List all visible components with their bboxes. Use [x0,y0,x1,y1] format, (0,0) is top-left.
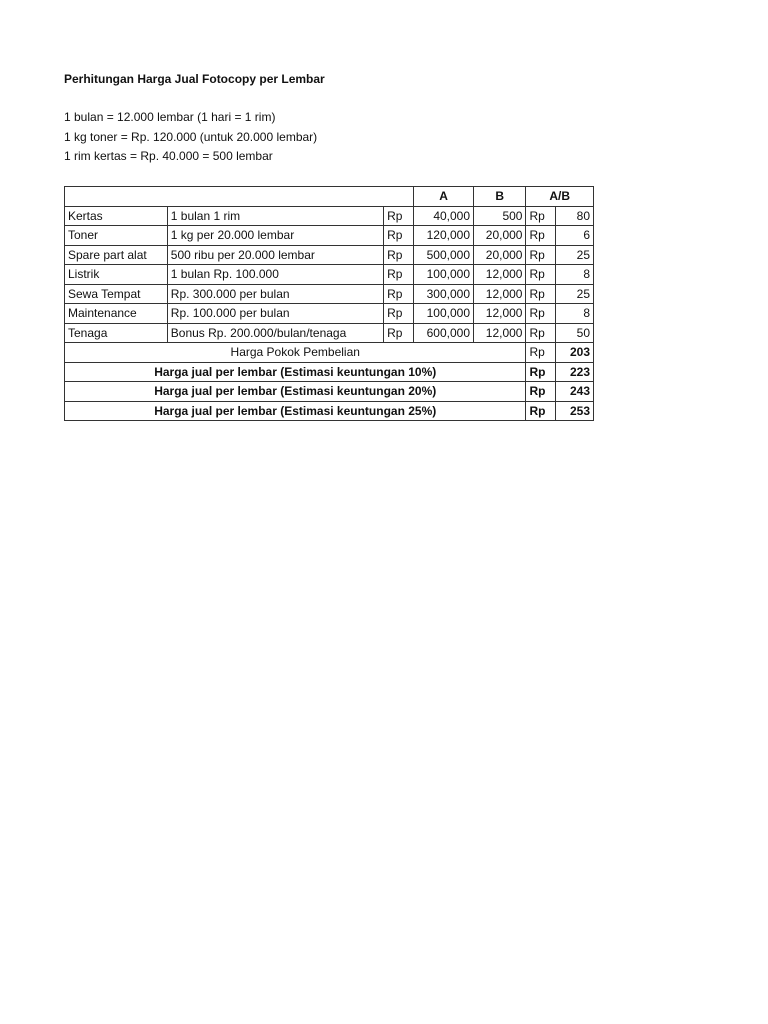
currency-label: Rp [526,245,556,265]
currency-label: Rp [384,226,414,246]
value-b: 12,000 [474,323,526,343]
cost-desc: 1 bulan Rp. 100.000 [167,265,383,285]
currency-label: Rp [384,206,414,226]
header-blank-cell [65,187,414,207]
value-a: 120,000 [414,226,474,246]
table-row [65,245,594,265]
value-ab: 25 [556,284,594,304]
cost-desc: 1 bulan 1 rim [167,206,383,226]
value-a: 40,000 [414,206,474,226]
currency-label: Rp [526,284,556,304]
currency-label: Rp [526,362,556,382]
table-row [65,206,594,226]
summary-row-price-25 [65,401,594,421]
value-b: 20,000 [474,226,526,246]
currency-label: Rp [526,304,556,324]
value-ab: 50 [556,323,594,343]
cost-desc: Bonus Rp. 200.000/bulan/tenaga [167,323,383,343]
value-b: 500 [474,206,526,226]
table-row [65,226,594,246]
currency-label: Rp [384,245,414,265]
value-a: 300,000 [414,284,474,304]
cost-name: Kertas [65,206,168,226]
value-ab: 25 [556,245,594,265]
cost-desc: Rp. 100.000 per bulan [167,304,383,324]
summary-value: 253 [556,401,594,421]
table-row [65,284,594,304]
table-row [65,304,594,324]
summary-label: Harga jual per lembar (Estimasi keuntungan 10%) [65,362,526,382]
cost-name: Listrik [65,265,168,285]
cost-name: Spare part alat [65,245,168,265]
header-b: B [474,187,526,207]
currency-label: Rp [526,265,556,285]
value-b: 20,000 [474,245,526,265]
currency-label: Rp [384,265,414,285]
cost-table [64,186,594,421]
value-ab: 6 [556,226,594,246]
value-b: 12,000 [474,284,526,304]
currency-label: Rp [526,343,556,363]
cost-name: Tenaga [65,323,168,343]
value-b: 12,000 [474,304,526,324]
currency-label: Rp [526,226,556,246]
document-title: Perhitungan Harga Jual Fotocopy per Lembar [64,72,325,86]
header-ab: A/B [526,187,594,207]
cost-name: Toner [65,226,168,246]
value-ab: 80 [556,206,594,226]
value-ab: 8 [556,304,594,324]
cost-desc: 1 kg per 20.000 lembar [167,226,383,246]
currency-label: Rp [526,323,556,343]
currency-label: Rp [384,323,414,343]
note-line: 1 rim kertas = Rp. 40.000 = 500 lembar [64,149,273,163]
currency-label: Rp [384,284,414,304]
summary-value: 243 [556,382,594,402]
summary-value: 223 [556,362,594,382]
table-header-row [65,187,594,207]
value-a: 500,000 [414,245,474,265]
table-row [65,323,594,343]
header-a: A [414,187,474,207]
summary-label: Harga Pokok Pembelian [65,343,526,363]
cost-name: Maintenance [65,304,168,324]
note-line: 1 bulan = 12.000 lembar (1 hari = 1 rim) [64,110,276,124]
currency-label: Rp [526,206,556,226]
cost-desc: 500 ribu per 20.000 lembar [167,245,383,265]
value-b: 12,000 [474,265,526,285]
summary-row-price-20 [65,382,594,402]
cost-desc: Rp. 300.000 per bulan [167,284,383,304]
currency-label: Rp [526,382,556,402]
table-row [65,265,594,285]
currency-label: Rp [384,304,414,324]
assumption-notes [64,108,604,167]
value-a: 600,000 [414,323,474,343]
summary-value: 203 [556,343,594,363]
note-line: 1 kg toner = Rp. 120.000 (untuk 20.000 lembar) [64,129,318,144]
summary-label: Harga jual per lembar (Estimasi keuntungan 20%) [65,382,526,402]
value-ab: 8 [556,265,594,285]
currency-label: Rp [526,401,556,421]
cost-name: Sewa Tempat [65,284,168,304]
summary-row-price-10 [65,362,594,382]
summary-label: Harga jual per lembar (Estimasi keuntungan 25%) [65,401,526,421]
document-page [64,70,604,418]
value-a: 100,000 [414,265,474,285]
summary-row-cost-price [65,343,594,363]
value-a: 100,000 [414,304,474,324]
